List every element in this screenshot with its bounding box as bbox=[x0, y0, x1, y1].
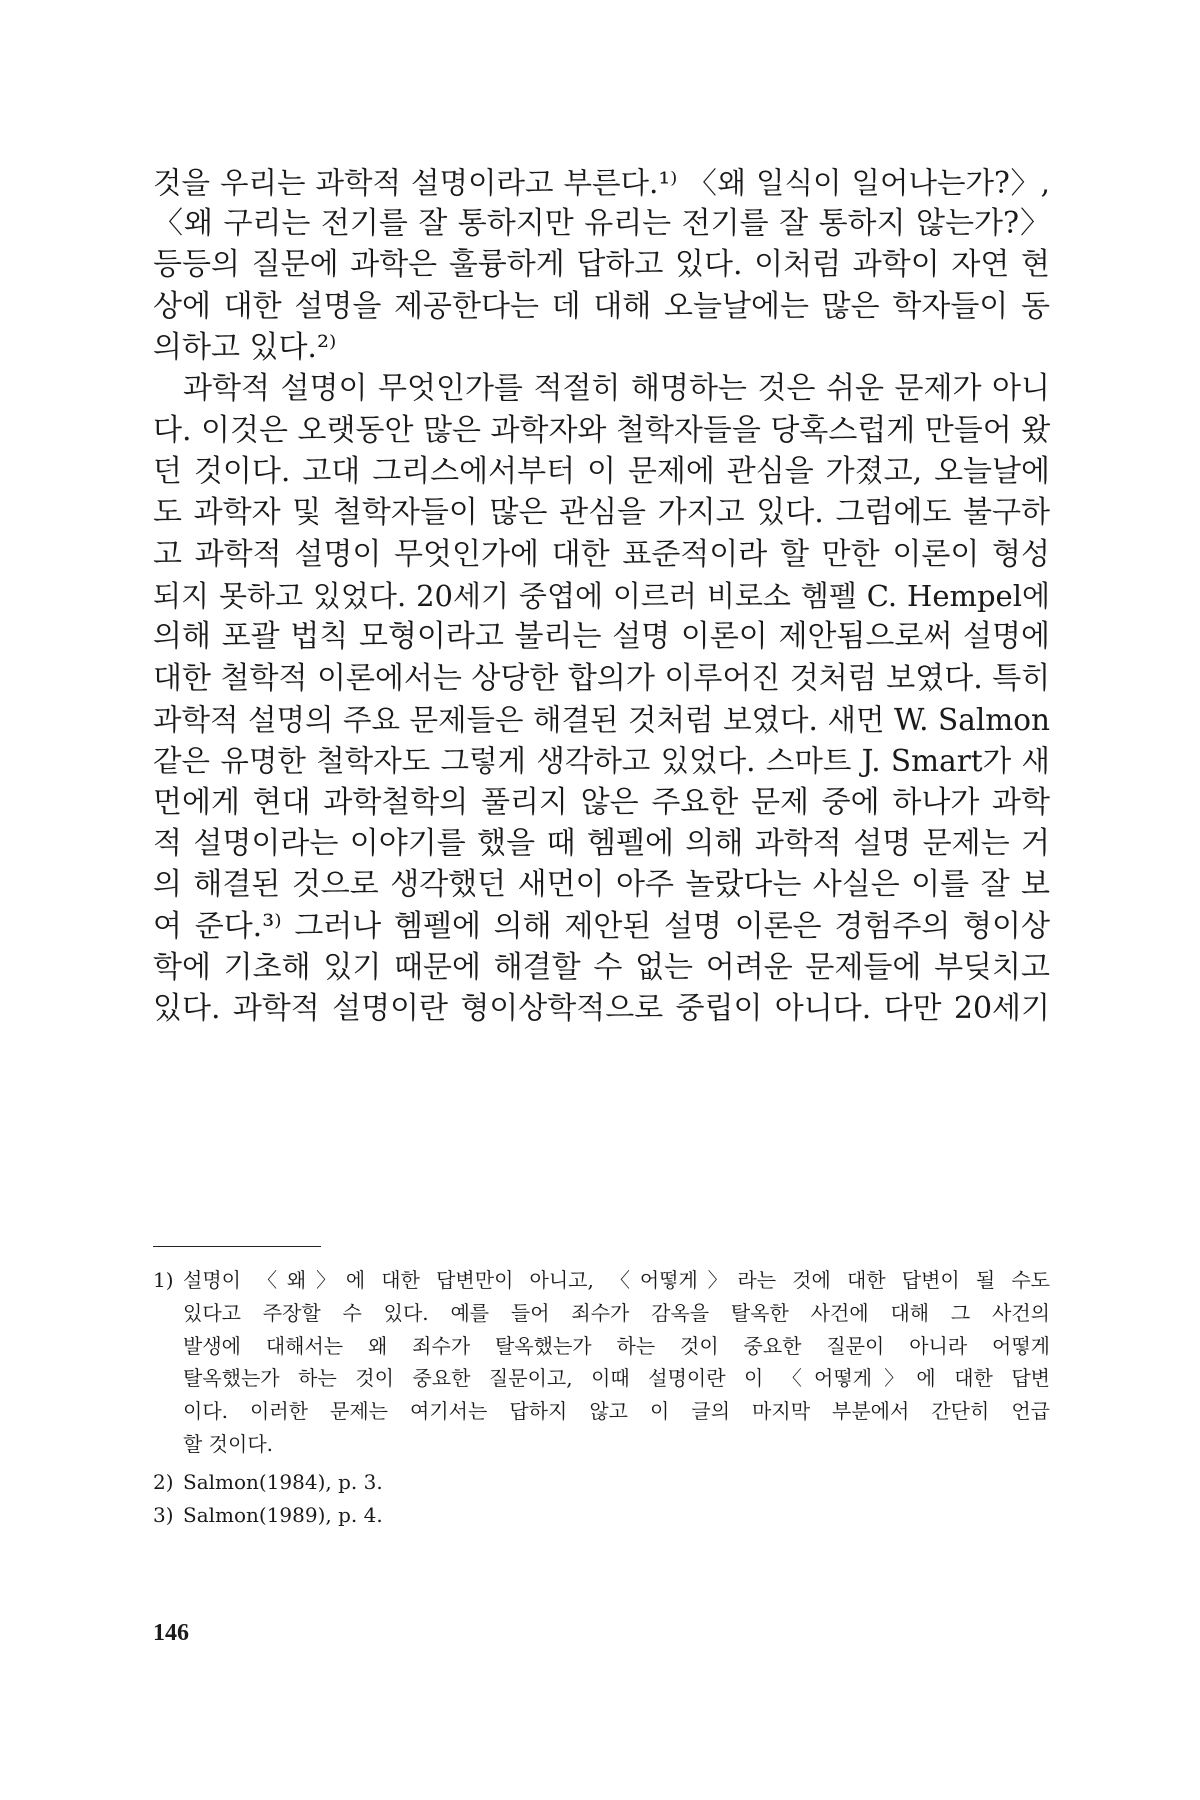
footnote-line: 있다고 주장할 수 있다. 예를 들어 죄수가 감옥을 탈옥한 사건에 대해 그 사건의 bbox=[183, 1301, 1050, 1325]
body-line: 과학적 설명이 무엇인가를 적절히 해명하는 것은 쉬운 문제가 아니 bbox=[183, 371, 1050, 406]
body-line: 고 과학적 설명이 무엇인가에 대한 표준적이라 할 만한 이론이 형성 bbox=[153, 537, 1050, 572]
footnote-number: 3) bbox=[153, 1503, 174, 1527]
body-line: 되지 못하고 있었다. 20세기 중엽에 이르러 비로소 헴펠 C. Hempel에 bbox=[153, 579, 1050, 613]
body-line: 상에 대한 설명을 제공한다는 데 대해 오늘날에는 많은 학자들이 동 bbox=[153, 289, 1050, 324]
body-line: 여 준다.³⁾ 그러나 헴펠에 의해 제안된 설명 이론은 경험주의 형이상 bbox=[153, 909, 1050, 944]
footnote-line: 발생에 대해서는 왜 죄수가 탈옥했는가 하는 것이 중요한 질문이 아니라 어떻게 bbox=[183, 1334, 1050, 1358]
footnote-number: 2) bbox=[153, 1470, 174, 1494]
footnote-separator bbox=[153, 1246, 321, 1247]
body-line: 것을 우리는 과학적 설명이라고 부른다.¹⁾ 〈왜 일식이 일어나는가?〉, bbox=[153, 166, 1050, 200]
body-line: 〈왜 구리는 전기를 잘 통하지만 유리는 전기를 잘 통하지 않는가?〉 bbox=[153, 206, 1050, 241]
body-line: 대한 철학적 이론에서는 상당한 합의가 이루어진 것처럼 보였다. 특히 bbox=[153, 661, 1051, 696]
body-line: 던 것이다. 고대 그리스에서부터 이 문제에 관심을 가졌고, 오늘날에 bbox=[153, 454, 1050, 489]
body-line: 같은 유명한 철학자도 그렇게 생각하고 있었다. 스마트 J. Smart가 새 bbox=[153, 744, 1050, 778]
body-line: 있다. 과학적 설명이란 형이상학적으로 중립이 아니다. 다만 20세기 bbox=[153, 991, 1050, 1026]
body-line: 의하고 있다.²⁾ bbox=[153, 330, 337, 365]
body-line: 먼에게 현대 과학철학의 풀리지 않은 주요한 문제 중에 하나가 과학 bbox=[153, 785, 1050, 820]
body-line: 다. 이것은 오랫동안 많은 과학자와 철학자들을 당혹스럽게 만들어 왔 bbox=[153, 413, 1051, 448]
footnote-line: Salmon(1984), p. 3. bbox=[183, 1470, 383, 1494]
footnote-line: 탈옥했는가 하는 것이 중요한 질문이고, 이때 설명이란 이 〈어떻게〉에 대한 답변 bbox=[183, 1366, 1050, 1390]
body-line: 의해 포괄 법칙 모형이라고 불리는 설명 이론이 제안됨으로써 설명에 bbox=[153, 619, 1050, 654]
body-line: 적 설명이라는 이야기를 했을 때 헴펠에 의해 과학적 설명 문제는 거 bbox=[153, 826, 1050, 861]
body-line: 등등의 질문에 과학은 훌륭하게 답하고 있다. 이처럼 과학이 자연 현 bbox=[153, 247, 1050, 282]
footnote-line: 할 것이다. bbox=[183, 1432, 273, 1456]
body-line: 의 해결된 것으로 생각했던 새먼이 아주 놀랐다는 사실은 이를 잘 보 bbox=[153, 867, 1050, 902]
footnote-line: 설명이 〈왜〉에 대한 답변만이 아니고, 〈어떻게〉라는 것에 대한 답변이 될 수도 bbox=[183, 1268, 1050, 1292]
body-line: 과학적 설명의 주요 문제들은 해결된 것처럼 보였다. 새먼 W. Salmon bbox=[153, 703, 1050, 737]
footnote-line: 이다. 이러한 문제는 여기서는 답하지 않고 이 글의 마지막 부분에서 간단히 언급 bbox=[183, 1399, 1050, 1423]
body-line: 학에 기초해 있기 때문에 해결할 수 없는 어려운 문제들에 부딪치고 bbox=[153, 950, 1050, 985]
page-number: 146 bbox=[153, 1620, 189, 1646]
footnote-number: 1) bbox=[153, 1268, 174, 1292]
footnote-line: Salmon(1989), p. 4. bbox=[183, 1503, 383, 1527]
body-line: 도 과학자 및 철학자들이 많은 관심을 가지고 있다. 그럼에도 불구하 bbox=[153, 495, 1050, 530]
